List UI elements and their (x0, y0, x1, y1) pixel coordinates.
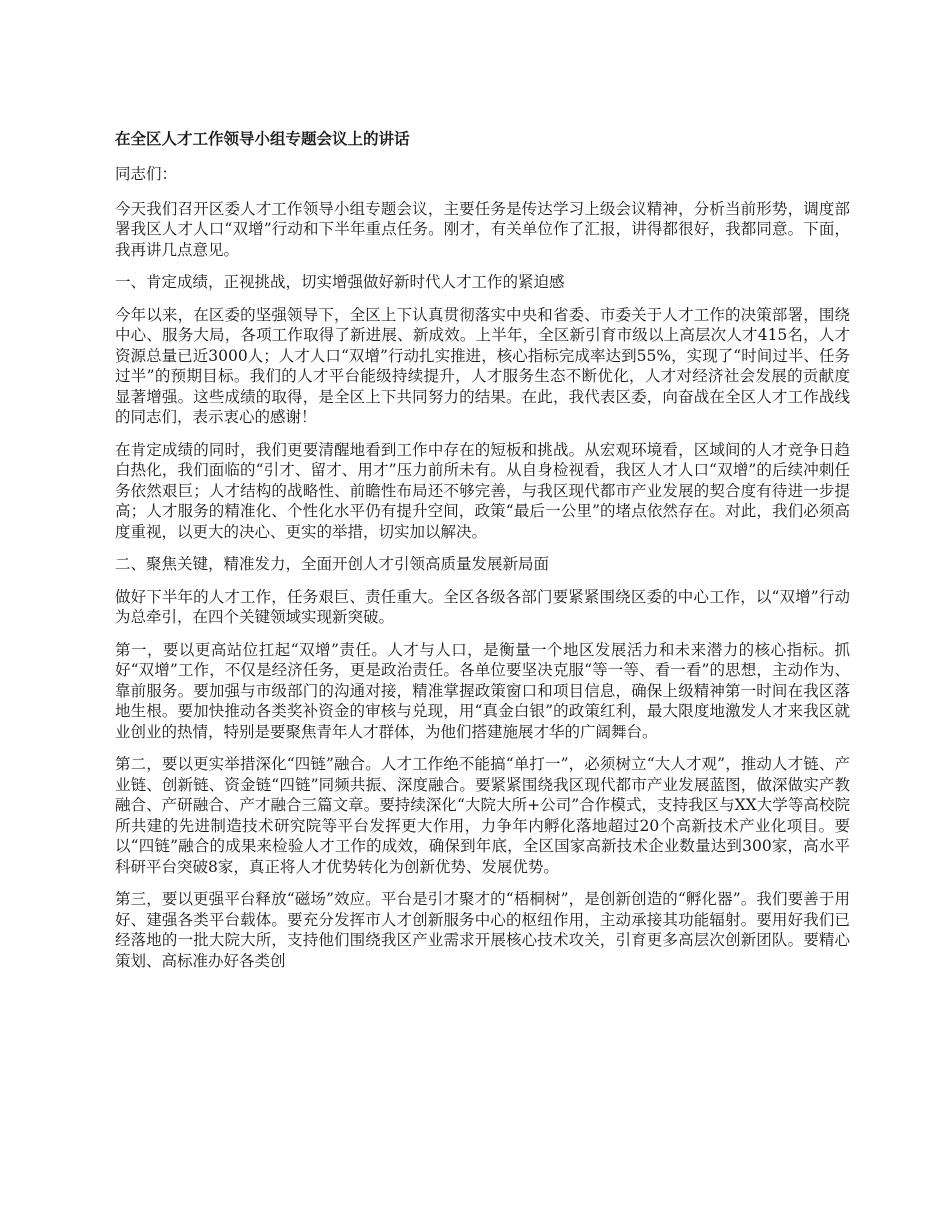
paragraph-first-point: 第一，要以更高站位扛起“双增”责任。人才与人口，是衡量一个地区发展活力和未来潜力的核心指标。抓好“双增”工作，不仅是经济任务，更是政治责任。各单位要坚决克服“等一等、看一看”的思想，主动作为、靠前服务。要加强与市级部门的沟通对接，精准掌握政策窗口和项目信息，确保上级精神第一时间在我区落地生根。要加快推动各类奖补资金的审核与兑现，用“真金白银”的政策红利，最大限度地激发人才来我区就业创业的热情，特别是要聚焦青年人才群体，为他们搭建施展才华的广阔舞台。 (115, 640, 850, 741)
paragraph-challenges: 在肯定成绩的同时，我们更要清醒地看到工作中存在的短板和挑战。从宏观环境看，区域间的人才竞争日趋白热化，我们面临的“引才、留才、用才”压力前所未有。从自身检视看，我区人才人口“双增”的后续冲刺任务依然艰巨；人才结构的战略性、前瞻性布局还不够完善，与我区现代都市产业发展的契合度有待进一步提高；人才服务的精准化、个性化水平仍有提升空间，政策“最后一公里”的堵点依然存在。对此，我们必须高度重视，以更大的决心、更实的举措，切实加以解决。 (115, 440, 850, 541)
section-heading-1: 一、肯定成绩，正视挑战，切实增强做好新时代人才工作的紧迫感 (115, 273, 565, 291)
paragraph-second-point: 第二，要以更实举措深化“四链”融合。人才工作绝不能搞“单打一”，必须树立“大人才观”，推动人才链、产业链、创新链、资金链“四链”同频共振、深度融合。要紧紧围绕我区现代都市产业发展蓝图，做深做实产教融合、产研融合、产才融合三篇文章。要持续深化“大院大所+公司”合作模式，支持我区与XX大学等高校院所共建的先进制造技术研究院等平台发挥更大作用，力争年内孵化落地超过20个高新技术产业化项目。要以“四链”融合的成果来检验人才工作的成效，确保到年底，全区国家高新技术企业数量达到300家，高水平科研平台突破8家，真正将人才优势转化为创新优势、发展优势。 (115, 755, 850, 876)
document-page (115, 128, 850, 983)
paragraph-intro: 今天我们召开区委人才工作领导小组专题会议，主要任务是传达学习上级会议精神，分析当前形势，调度部署我区人才人口“双增”行动和下半年重点任务。刚才，有关单位作了汇报，讲得都很好，我都同意。下面，我再讲几点意见。 (115, 199, 850, 259)
section-heading-2: 二、聚焦关键，精准发力，全面开创人才引领高质量发展新局面 (115, 555, 550, 573)
paragraph-tasks-overview: 做好下半年的人才工作，任务艰巨、责任重大。全区各级各部门要紧紧围绕区委的中心工作，以“双增”行动为总牵引，在四个关键领域实现新突破。 (115, 587, 850, 626)
salutation: 同志们： (115, 165, 178, 183)
document-title: 在全区人才工作领导小组专题会议上的讲话 (115, 130, 410, 148)
paragraph-achievements: 今年以来，在区委的坚强领导下，全区上下认真贯彻落实中央和省委、市委关于人才工作的决策部署，围绕中心、服务大局，各项工作取得了新进展、新成效。上半年，全区新引育市级以上高层次人才415名，人才资源总量已近3000人；人才人口“双增”行动扎实推进，核心指标完成率达到55%，实现了“时间过半、任务过半”的预期目标。我们的人才平台能级持续提升，人才服务生态不断优化，人才对经济社会发展的贡献度显著增强。这些成绩的取得，是全区上下共同努力的结果。在此，我代表区委，向奋战在全区人才工作战线的同志们，表示衷心的感谢！ (115, 305, 850, 426)
paragraph-third-point: 第三，要以更强平台释放“磁场”效应。平台是引才聚才的“梧桐树”，是创新创造的“孵化器”。我们要善于用好、建强各类平台载体。要充分发挥市人才创新服务中心的枢纽作用，主动承接其功能辐射。要用好我们已经落地的一批大院大所，支持他们围绕我区产业需求开展核心技术攻关，引育更多高层次创新团队。要精心策划、高标准办好各类创 (115, 890, 850, 970)
